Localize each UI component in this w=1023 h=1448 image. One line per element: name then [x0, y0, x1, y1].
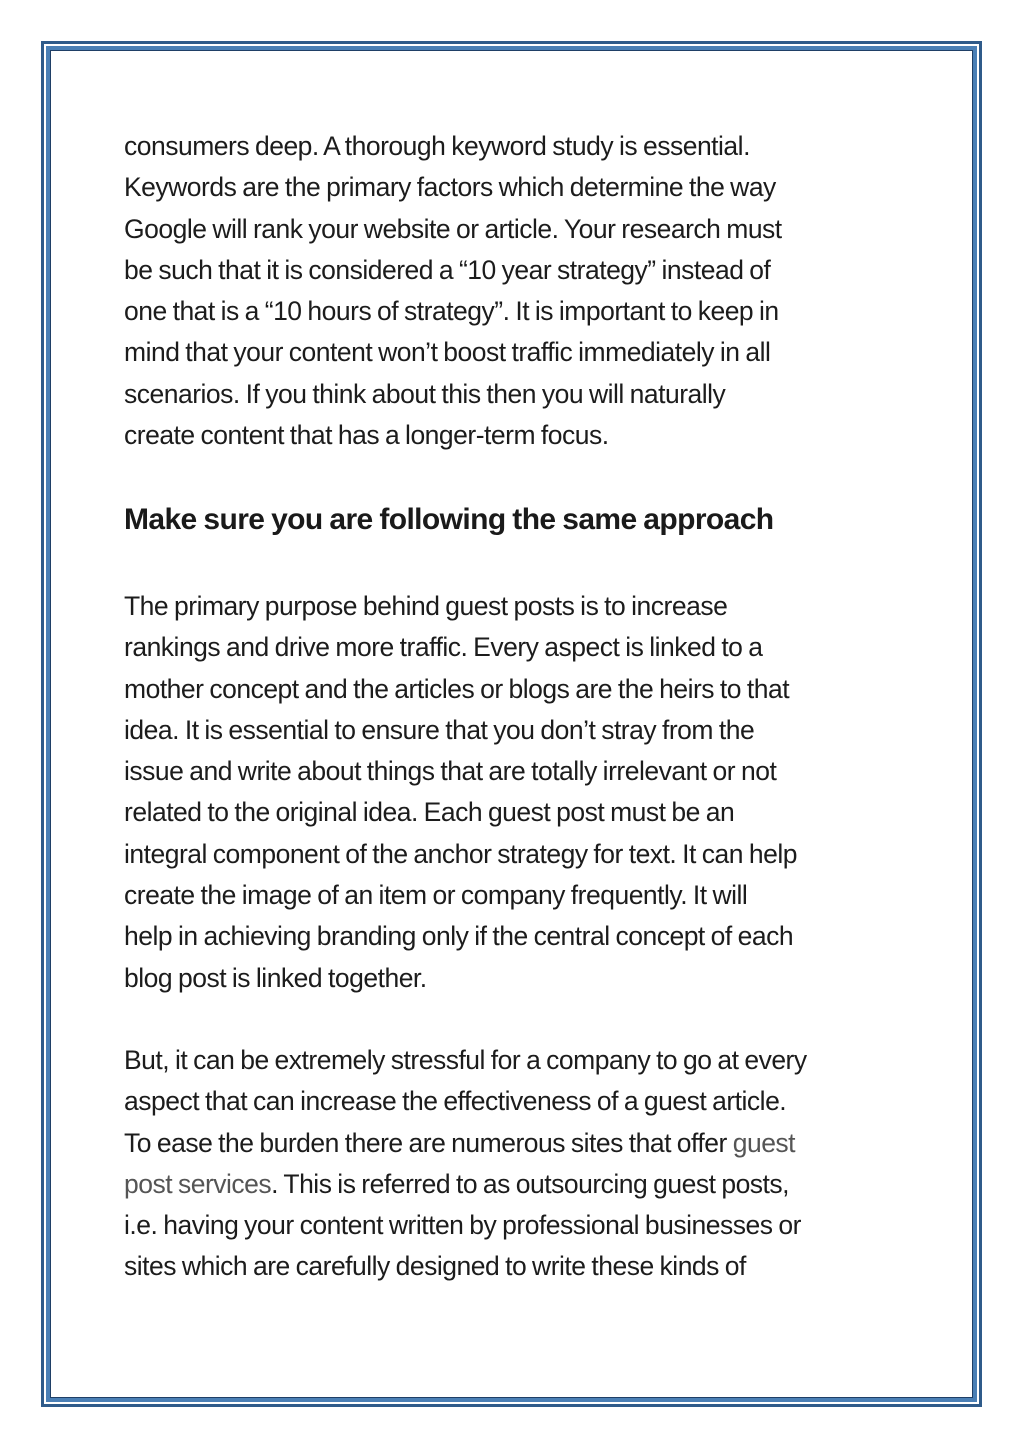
- text-line: rankings and drive more traffic. Every aspect is linked to a: [124, 632, 763, 663]
- text-line: i.e. having your content written by professional businesses or: [124, 1210, 801, 1241]
- text-line: [124, 1164, 807, 1205]
- text-line: be such that it is considered a “10 year strategy” instead of: [124, 254, 771, 285]
- text-line: But, it can be extremely stressful for a company to go at every: [124, 1045, 807, 1075]
- paragraph-keyword-study: [124, 126, 782, 456]
- guest-post-services-link[interactable]: guest: [732, 1127, 796, 1158]
- text-line: scenarios. If you think about this then you will naturally: [124, 378, 726, 409]
- text-line: create content that has a longer-term focus.: [124, 420, 609, 451]
- text-fragment: To ease the burden there are numerous sites that offer: [124, 1127, 733, 1158]
- text-line: one that is a “10 hours of strategy”. It is important to keep in: [124, 296, 779, 327]
- text-line: integral component of the anchor strategy for text. It can help: [124, 838, 797, 869]
- text-line: The primary purpose behind guest posts is to increase: [124, 591, 728, 621]
- paragraph-outsourcing: [124, 1040, 807, 1288]
- paragraph-guest-post-purpose: [124, 586, 797, 999]
- text-fragment: . This is referred to as outsourcing guest posts,: [271, 1168, 790, 1199]
- text-line: mother concept and the articles or blogs are the heirs to that: [124, 673, 790, 704]
- text-line: blog post is linked together.: [124, 962, 427, 993]
- text-line: Google will rank your website or article. Your research must: [124, 213, 782, 244]
- text-line: issue and write about things that are totally irrelevant or not: [124, 756, 777, 787]
- text-line: related to the original idea. Each guest post must be an: [124, 797, 735, 828]
- section-heading: Make sure you are following the same approach: [124, 503, 774, 536]
- text-line: Keywords are the primary factors which determine the way: [124, 172, 776, 203]
- text-line: sites which are carefully designed to write these kinds of: [124, 1251, 746, 1282]
- text-line: help in achieving branding only if the central concept of each: [124, 921, 794, 952]
- text-line: [124, 1123, 807, 1164]
- text-line: aspect that can increase the effectiveness of a guest article.: [124, 1086, 787, 1117]
- text-line: mind that your content won’t boost traffic immediately in all: [124, 337, 771, 368]
- text-line: idea. It is essential to ensure that you don’t stray from the: [124, 714, 755, 745]
- text-line: create the image of an item or company frequently. It will: [124, 880, 748, 911]
- text-line: consumers deep. A thorough keyword study is essential.: [124, 131, 750, 161]
- guest-post-services-link[interactable]: post services: [124, 1168, 272, 1199]
